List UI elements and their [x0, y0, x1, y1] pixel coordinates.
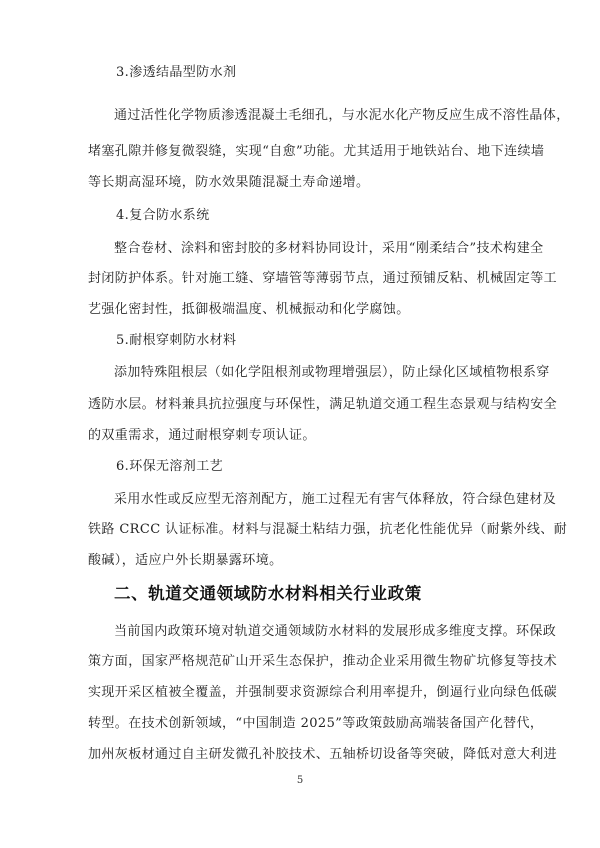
paragraph-line: 艺强化密封性，抵御极端温度、机械振动和化学腐蚀。	[88, 302, 410, 317]
paragraph-line: 当前国内政策环境对轨道交通领域防水材料的发展形成多维度支撑。环保政	[114, 624, 557, 639]
section-heading-3: 3.渗透结晶型防水剂	[116, 65, 237, 80]
paragraph-line: 添加特殊阻根层（如化学阻根剂或物理增强层），防止绿化区域植物根系穿	[114, 365, 550, 380]
paragraph-line: 实现开采区植被全覆盖，并强制要求资源综合利用率提升，倒逼行业向绿色低碳	[88, 685, 558, 700]
chapter-title: 二、轨道交通领域防水材料相关行业政策	[114, 584, 422, 603]
paragraph-line: 堵塞孔隙并修复微裂缝，实现“自愈”功能。尤其适用于地铁站台、地下连续墙	[88, 144, 545, 159]
paragraph-line: 加州灰板材通过自主研发微孔补胶技术、五轴桥切设备等突破，降低对意大利进	[88, 747, 558, 762]
paragraph-line: 的双重需求，通过耐根穿刺专项认证。	[88, 428, 316, 443]
paragraph-line: 等长期高湿环境，防水效果随混凝土寿命递增。	[88, 175, 370, 190]
section-heading-4: 4.复合防水系统	[116, 208, 210, 223]
paragraph-line: 铁路 CRCC 认证标准。材料与混凝土粘结力强，抗老化性能优异（耐紫外线、耐	[88, 522, 568, 537]
paragraph-line: 采用水性或反应型无溶剂配方，施工过程无有害气体释放，符合绿色建材及	[114, 492, 557, 507]
paragraph-line: 酸碱），适应户外长期暴露环境。	[88, 553, 283, 568]
paragraph-line: 转型。在技术创新领域，“中国制造 2025”等政策鼓励高端装备国产化替代，	[88, 716, 544, 731]
paragraph-line: 封闭防护体系。针对施工缝、穿墙管等薄弱节点，通过预铺反粘、机械固定等工	[88, 271, 558, 286]
page-number: 5	[296, 775, 304, 786]
paragraph-line: 策方面，国家严格规范矿山开采生态保护，推动企业采用微生物矿坑修复等技术	[88, 654, 558, 669]
paragraph-line: 通过活性化学物质渗透混凝土毛细孔，与水泥水化产物反应生成不溶性晶体，	[114, 108, 570, 123]
paragraph-line: 透防水层。材料兼具抗拉强度与环保性，满足轨道交通工程生态景观与结构安全	[88, 397, 558, 412]
paragraph-line: 整合卷材、涂料和密封胶的多材料协同设计，采用“刚柔结合”技术构建全	[114, 241, 544, 256]
section-heading-6: 6.环保无溶剂工艺	[116, 459, 224, 474]
section-heading-5: 5.耐根穿刺防水材料	[116, 333, 237, 348]
